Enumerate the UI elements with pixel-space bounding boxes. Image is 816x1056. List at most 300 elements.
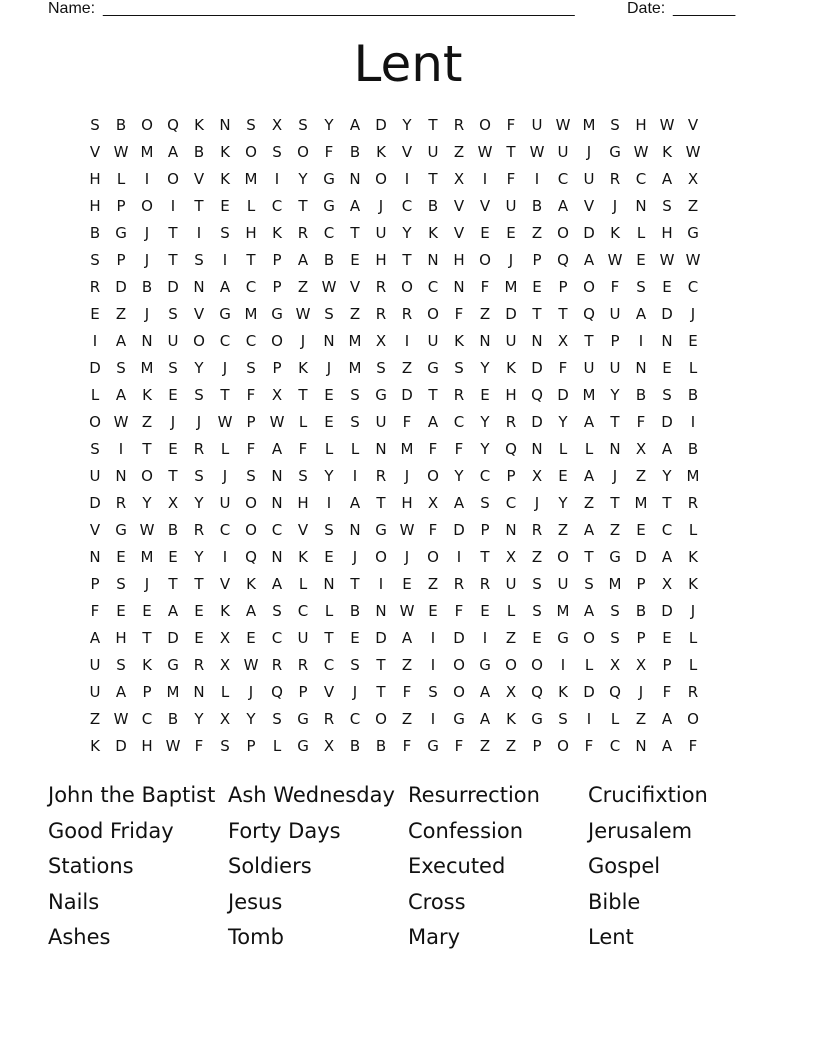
grid-letter: S	[636, 278, 646, 296]
grid-letter: Y	[324, 116, 334, 134]
grid-letter: O	[141, 467, 153, 485]
grid-letter: T	[298, 197, 308, 215]
grid-letter: R	[687, 683, 699, 701]
grid-letter: C	[323, 656, 335, 674]
grid-letter: X	[219, 710, 231, 728]
grid-letter: X	[453, 170, 465, 188]
grid-letter: N	[193, 278, 205, 296]
grid-letter: P	[90, 575, 100, 593]
grid-letter: W	[555, 116, 571, 134]
grid-letter: S	[168, 305, 178, 323]
grid-letter: S	[610, 602, 620, 620]
grid-letter: E	[558, 467, 568, 485]
grid-letter: Y	[402, 224, 412, 242]
grid-letter: B	[687, 386, 699, 404]
grid-letter: N	[531, 332, 543, 350]
grid-letter: D	[661, 602, 673, 620]
grid-letter: L	[298, 413, 308, 431]
grid-letter: N	[193, 683, 205, 701]
grid-letter: U	[375, 413, 387, 431]
grid-letter: T	[376, 683, 386, 701]
grid-letter: F	[90, 602, 100, 620]
grid-letter: Z	[635, 467, 647, 485]
grid-letter: Q	[531, 386, 543, 404]
grid-letter: S	[246, 467, 256, 485]
grid-letter: S	[558, 710, 568, 728]
grid-letter: D	[167, 629, 179, 647]
grid-letter: E	[90, 305, 100, 323]
grid-letter: J	[378, 197, 384, 215]
grid-letter: B	[349, 602, 361, 620]
grid-letter: O	[557, 548, 569, 566]
grid-letter: T	[610, 494, 620, 512]
grid-letter: U	[531, 116, 543, 134]
grid-letter: V	[89, 521, 101, 539]
word-bank-item: Good Friday	[48, 818, 174, 843]
grid-letter: V	[583, 197, 595, 215]
word-bank-item: Jerusalem	[588, 818, 693, 843]
grid-letter: H	[115, 629, 127, 647]
grid-letter: F	[688, 737, 698, 755]
grid-letter: C	[271, 629, 283, 647]
grid-letter: E	[506, 224, 516, 242]
grid-letter: X	[687, 170, 699, 188]
grid-letter: T	[194, 197, 204, 215]
grid-letter: Z	[141, 413, 153, 431]
grid-letter: K	[688, 548, 698, 566]
grid-letter: G	[427, 737, 439, 755]
grid-row	[82, 436, 732, 463]
grid-letter: M	[140, 548, 154, 566]
grid-row	[82, 733, 732, 760]
grid-letter: B	[349, 143, 361, 161]
grid-letter: D	[89, 494, 101, 512]
grid-letter: N	[375, 602, 387, 620]
grid-letter: B	[349, 737, 361, 755]
grid-letter: U	[583, 170, 595, 188]
grid-letter: P	[506, 467, 516, 485]
grid-letter: W	[321, 278, 337, 296]
name-label: Name:	[48, 0, 96, 17]
grid-letter: S	[428, 683, 438, 701]
grid-letter: L	[636, 224, 646, 242]
grid-letter: M	[634, 494, 648, 512]
grid-letter: J	[222, 359, 228, 377]
grid-letter: I	[690, 413, 696, 431]
grid-letter: L	[584, 440, 594, 458]
grid-letter: Z	[297, 278, 309, 296]
grid-row	[82, 517, 732, 544]
grid-letter: R	[297, 224, 309, 242]
grid-letter: Z	[505, 737, 517, 755]
grid-letter: J	[404, 467, 410, 485]
grid-letter: I	[118, 440, 124, 458]
grid-letter: V	[453, 197, 465, 215]
grid-letter: O	[375, 548, 387, 566]
grid-letter: T	[480, 548, 490, 566]
grid-letter: H	[89, 170, 101, 188]
grid-letter: I	[352, 467, 358, 485]
grid-letter: W	[113, 710, 129, 728]
grid-row	[82, 328, 732, 355]
grid-letter: K	[246, 575, 256, 593]
grid-letter: C	[297, 602, 309, 620]
grid-letter: A	[401, 629, 413, 647]
grid-letter: S	[610, 116, 620, 134]
grid-letter: S	[454, 359, 464, 377]
grid-letter: L	[688, 629, 698, 647]
grid-letter: B	[193, 143, 205, 161]
word-bank-item: Ash Wednesday	[228, 783, 395, 807]
grid-letter: V	[89, 143, 101, 161]
grid-letter: A	[635, 305, 647, 323]
grid-letter: A	[479, 683, 491, 701]
grid-letter: I	[274, 170, 280, 188]
grid-letter: T	[428, 170, 438, 188]
grid-letter: Z	[635, 710, 647, 728]
grid-letter: O	[297, 143, 309, 161]
grid-letter: Z	[479, 737, 491, 755]
grid-letter: Z	[609, 521, 621, 539]
word-bank-item: Resurrection	[408, 783, 540, 807]
word-bank-item: Cross	[408, 889, 466, 914]
grid-letter: P	[610, 332, 620, 350]
grid-letter: X	[635, 440, 647, 458]
grid-letter: E	[532, 278, 542, 296]
grid-letter: C	[479, 467, 491, 485]
grid-letter: V	[349, 278, 361, 296]
grid-letter: M	[140, 143, 154, 161]
grid-letter: A	[427, 413, 439, 431]
grid-letter: L	[506, 602, 516, 620]
grid-letter: Q	[245, 548, 257, 566]
grid-letter: E	[636, 251, 646, 269]
grid-letter: M	[504, 278, 518, 296]
grid-letter: C	[245, 278, 257, 296]
grid-letter: F	[584, 737, 594, 755]
word-bank-item: Tomb	[228, 925, 284, 950]
grid-letter: Y	[480, 413, 490, 431]
word-bank-item: Stations	[48, 854, 134, 879]
word-bank-item: John the Baptist	[48, 783, 216, 807]
grid-letter: D	[375, 629, 387, 647]
grid-letter: T	[350, 224, 360, 242]
grid-letter: E	[142, 602, 152, 620]
grid-letter: X	[557, 332, 569, 350]
grid-letter: N	[349, 521, 361, 539]
grid-letter: M	[686, 467, 700, 485]
grid-letter: N	[271, 548, 283, 566]
grid-letter: V	[323, 683, 335, 701]
date-label: Date:	[627, 0, 666, 17]
grid-letter: G	[531, 710, 543, 728]
grid-letter: G	[453, 710, 465, 728]
grid-letter: F	[402, 413, 412, 431]
grid-letter: V	[219, 575, 231, 593]
grid-letter: H	[245, 224, 257, 242]
word-bank-item: Nails	[48, 889, 100, 914]
grid-letter: A	[583, 602, 595, 620]
grid-letter: R	[453, 386, 465, 404]
grid-letter: N	[89, 548, 101, 566]
grid-letter: J	[352, 683, 358, 701]
grid-letter: Q	[167, 116, 179, 134]
grid-letter: U	[583, 359, 595, 377]
grid-letter: F	[454, 440, 464, 458]
grid-letter: X	[271, 116, 283, 134]
grid-letter: W	[113, 413, 129, 431]
grid-letter: E	[662, 359, 672, 377]
grid-letter: P	[532, 251, 542, 269]
grid-letter: W	[399, 602, 415, 620]
grid-letter: F	[428, 440, 438, 458]
grid-letter: A	[167, 143, 179, 161]
grid-letter: Z	[453, 143, 465, 161]
grid-letter: L	[688, 521, 698, 539]
grid-letter: U	[505, 197, 517, 215]
grid-letter: W	[243, 656, 259, 674]
grid-letter: A	[583, 467, 595, 485]
grid-letter: U	[427, 143, 439, 161]
grid-letter: Q	[531, 683, 543, 701]
grid-letter: I	[144, 170, 150, 188]
grid-row	[82, 382, 732, 409]
grid-letter: A	[115, 332, 127, 350]
grid-letter: D	[401, 386, 413, 404]
grid-letter: O	[167, 170, 179, 188]
grid-letter: G	[609, 548, 621, 566]
grid-letter: Q	[557, 251, 569, 269]
grid-letter: Y	[402, 116, 412, 134]
grid-letter: N	[323, 332, 335, 350]
grid-letter: C	[401, 197, 413, 215]
grid-letter: E	[116, 602, 126, 620]
grid-letter: K	[428, 224, 438, 242]
grid-letter: O	[193, 332, 205, 350]
grid-letter: S	[662, 197, 672, 215]
grid-letter: I	[404, 332, 410, 350]
grid-letter: S	[480, 494, 490, 512]
grid-letter: K	[506, 710, 516, 728]
grid-row	[82, 166, 732, 193]
grid-letter: Z	[427, 575, 439, 593]
grid-letter: M	[556, 602, 570, 620]
grid-letter: N	[453, 278, 465, 296]
grid-letter: O	[245, 494, 257, 512]
grid-row	[82, 220, 732, 247]
grid-letter: D	[167, 278, 179, 296]
grid-letter: J	[300, 332, 306, 350]
grid-letter: T	[610, 413, 620, 431]
grid-letter: F	[480, 278, 490, 296]
grid-letter: N	[635, 737, 647, 755]
grid-letter: I	[378, 575, 384, 593]
grid-letter: Y	[610, 386, 620, 404]
grid-letter: T	[168, 467, 178, 485]
word-bank-item: Gospel	[588, 854, 661, 879]
grid-letter: C	[505, 494, 517, 512]
grid-letter: M	[400, 440, 414, 458]
grid-letter: D	[661, 413, 673, 431]
grid-letter: E	[324, 386, 334, 404]
grid-letter: X	[271, 386, 283, 404]
grid-letter: C	[427, 278, 439, 296]
grid-letter: A	[583, 413, 595, 431]
grid-letter: K	[220, 602, 230, 620]
grid-letter: Z	[557, 521, 569, 539]
grid-letter: I	[638, 332, 644, 350]
grid-letter: S	[116, 656, 126, 674]
grid-letter: R	[375, 305, 387, 323]
grid-letter: I	[482, 170, 488, 188]
grid-letter: S	[324, 305, 334, 323]
grid-letter: B	[167, 710, 179, 728]
grid-letter: Y	[142, 494, 152, 512]
date-line: _______	[673, 0, 736, 17]
grid-letter: O	[687, 710, 699, 728]
grid-letter: P	[116, 251, 126, 269]
grid-letter: Q	[583, 305, 595, 323]
grid-letter: N	[427, 251, 439, 269]
grid-row	[82, 409, 732, 436]
grid-letter: V	[401, 143, 413, 161]
grid-letter: P	[272, 251, 282, 269]
grid-letter: G	[323, 197, 335, 215]
grid-letter: R	[193, 521, 205, 539]
grid-letter: J	[690, 305, 696, 323]
grid-letter: R	[89, 278, 101, 296]
word-bank-item: Bible	[588, 889, 641, 914]
grid-letter: B	[115, 116, 127, 134]
grid-letter: A	[349, 197, 361, 215]
grid-letter: K	[506, 359, 516, 377]
grid-letter: Y	[246, 710, 256, 728]
grid-letter: E	[532, 629, 542, 647]
grid-letter: E	[350, 251, 360, 269]
grid-letter: N	[661, 332, 673, 350]
grid-letter: M	[608, 575, 622, 593]
grid-letter: R	[609, 170, 621, 188]
grid-letter: T	[402, 251, 412, 269]
grid-letter: O	[141, 197, 153, 215]
grid-letter: H	[661, 224, 673, 242]
grid-letter: X	[505, 683, 517, 701]
grid-letter: I	[196, 224, 202, 242]
grid-letter: K	[142, 386, 152, 404]
grid-letter: E	[350, 629, 360, 647]
grid-letter: C	[635, 170, 647, 188]
grid-letter: T	[376, 656, 386, 674]
grid-letter: H	[635, 116, 647, 134]
grid-letter: R	[271, 656, 283, 674]
grid-letter: K	[558, 683, 568, 701]
grid-letter: A	[167, 602, 179, 620]
grid-letter: T	[584, 332, 594, 350]
grid-letter: J	[222, 467, 228, 485]
grid-letter: H	[505, 386, 517, 404]
grid-row	[82, 193, 732, 220]
grid-letter: A	[661, 710, 673, 728]
grid-letter: J	[144, 224, 150, 242]
grid-letter: W	[295, 305, 311, 323]
grid-letter: F	[454, 737, 464, 755]
grid-letter: K	[194, 116, 204, 134]
grid-letter: F	[246, 386, 256, 404]
grid-letter: K	[298, 548, 308, 566]
grid-letter: M	[582, 116, 596, 134]
grid-letter: A	[271, 440, 283, 458]
grid-letter: R	[193, 440, 205, 458]
grid-letter: L	[220, 683, 230, 701]
grid-letter: E	[246, 629, 256, 647]
grid-letter: A	[89, 629, 101, 647]
grid-letter: F	[662, 683, 672, 701]
grid-letter: O	[453, 683, 465, 701]
grid-letter: O	[557, 737, 569, 755]
grid-letter: W	[269, 413, 285, 431]
grid-letter: U	[609, 359, 621, 377]
grid-letter: F	[610, 278, 620, 296]
grid-letter: A	[245, 602, 257, 620]
grid-letter: F	[298, 440, 308, 458]
grid-letter: J	[638, 683, 644, 701]
grid-letter: S	[90, 440, 100, 458]
grid-letter: S	[298, 116, 308, 134]
word-bank-item: Lent	[588, 925, 634, 950]
grid-letter: W	[399, 521, 415, 539]
grid-letter: S	[194, 467, 204, 485]
header	[48, 0, 748, 20]
grid-letter: U	[375, 224, 387, 242]
grid-letter: N	[609, 440, 621, 458]
grid-letter: G	[557, 629, 569, 647]
grid-letter: R	[115, 494, 127, 512]
grid-row	[82, 301, 732, 328]
grid-letter: R	[375, 467, 387, 485]
grid-letter: Y	[558, 413, 568, 431]
grid-letter: M	[582, 386, 596, 404]
grid-letter: N	[141, 332, 153, 350]
grid-letter: I	[170, 197, 176, 215]
grid-letter: S	[350, 656, 360, 674]
grid-letter: N	[531, 440, 543, 458]
grid-letter: C	[453, 413, 465, 431]
grid-letter: P	[246, 413, 256, 431]
grid-letter: W	[633, 143, 649, 161]
grid-letter: K	[220, 143, 230, 161]
grid-letter: O	[375, 170, 387, 188]
grid-letter: J	[326, 359, 332, 377]
grid-letter: X	[505, 548, 517, 566]
grid-letter: Y	[558, 494, 568, 512]
grid-letter: Z	[479, 305, 491, 323]
grid-letter: F	[324, 143, 334, 161]
grid-letter: B	[531, 197, 543, 215]
grid-letter: A	[583, 521, 595, 539]
grid-letter: T	[532, 305, 542, 323]
grid-letter: J	[352, 548, 358, 566]
grid-letter: J	[508, 251, 514, 269]
grid-letter: T	[142, 440, 152, 458]
grid-row	[82, 598, 732, 625]
grid-letter: P	[558, 278, 568, 296]
grid-letter: G	[609, 143, 621, 161]
grid-letter: H	[141, 737, 153, 755]
grid-letter: E	[402, 575, 412, 593]
grid-letter: L	[558, 440, 568, 458]
grid-letter: B	[635, 386, 647, 404]
grid-letter: B	[635, 602, 647, 620]
